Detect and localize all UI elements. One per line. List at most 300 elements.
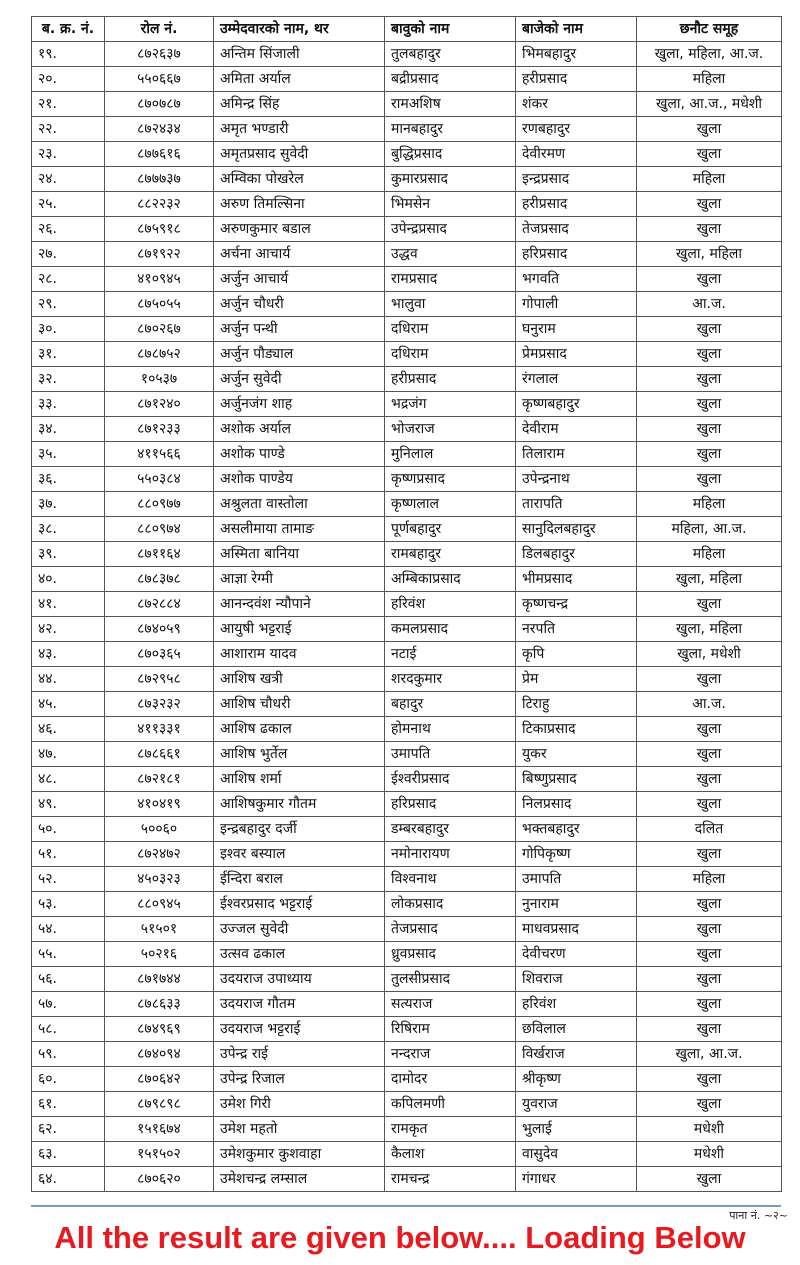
table-row [32,592,782,617]
cell-selection-group: खुला [637,942,782,967]
cell-roll: ८८०९४५ [105,892,214,917]
cell-serial: ४२. [32,617,105,642]
table-row [32,942,782,967]
cell-candidate-name: अर्जुन सुवेदी [214,367,385,392]
cell-roll: ८७४०९४ [105,1042,214,1067]
cell-roll: ८७२६३७ [105,42,214,67]
cell-roll: ८७८७५२ [105,342,214,367]
table-row [32,892,782,917]
cell-grandfather-name: रंगलाल [516,367,637,392]
table-row [32,242,782,267]
table-row [32,1142,782,1167]
cell-grandfather-name: कृष्णचन्द्र [516,592,637,617]
cell-father-name: लोकप्रसाद [385,892,516,917]
cell-roll: ८७०६४२ [105,1067,214,1092]
cell-grandfather-name: हरिवंश [516,992,637,1017]
cell-candidate-name: आशिष ढकाल [214,717,385,742]
cell-selection-group: आ.ज. [637,292,782,317]
table-row [32,167,782,192]
cell-grandfather-name: सानुदिलबहादुर [516,517,637,542]
cell-father-name: कैलाश [385,1142,516,1167]
cell-roll: ५०२१६ [105,942,214,967]
cell-candidate-name: अरुण तिमल्सिना [214,192,385,217]
cell-roll: ८८०९७७ [105,492,214,517]
table-row [32,417,782,442]
footer-divider [31,1205,781,1207]
cell-candidate-name: अर्जुन पौड्याल [214,342,385,367]
cell-serial: ६२. [32,1117,105,1142]
table-row [32,392,782,417]
cell-grandfather-name: घनुराम [516,317,637,342]
cell-selection-group: खुला [637,917,782,942]
cell-serial: ४९. [32,792,105,817]
cell-grandfather-name: इन्द्रप्रसाद [516,167,637,192]
cell-candidate-name: उपेन्द्र राई [214,1042,385,1067]
cell-candidate-name: आज्ञा रेग्मी [214,567,385,592]
cell-candidate-name: अश्रुलता वास्तोला [214,492,385,517]
cell-selection-group: खुला [637,117,782,142]
cell-grandfather-name: भुलाई [516,1117,637,1142]
cell-roll: ४११३३१ [105,717,214,742]
cell-selection-group: महिला [637,492,782,517]
cell-roll: ८७१९२२ [105,242,214,267]
cell-father-name: कपिलमणी [385,1092,516,1117]
cell-roll: ५००६० [105,817,214,842]
cell-father-name: भोजराज [385,417,516,442]
cell-grandfather-name: प्रेम [516,667,637,692]
cell-selection-group: खुला [637,1167,782,1192]
cell-father-name: हरिवंश [385,592,516,617]
cell-selection-group: खुला, महिला [637,567,782,592]
cell-serial: ३५. [32,442,105,467]
cell-selection-group: खुला [637,217,782,242]
cell-selection-group: खुला [637,717,782,742]
cell-grandfather-name: गंगाधर [516,1167,637,1192]
cell-candidate-name: आशिष चौधरी [214,692,385,717]
cell-serial: २७. [32,242,105,267]
cell-candidate-name: अर्जुन आचार्य [214,267,385,292]
cell-father-name: रिषिराम [385,1017,516,1042]
cell-grandfather-name: विर्खराज [516,1042,637,1067]
cell-serial: २३. [32,142,105,167]
cell-selection-group: महिला [637,167,782,192]
cell-grandfather-name: रणबहादुर [516,117,637,142]
cell-roll: ८८२२३२ [105,192,214,217]
cell-selection-group: खुला [637,992,782,1017]
cell-serial: ५३. [32,892,105,917]
cell-selection-group: खुला [637,367,782,392]
cell-father-name: बहादुर [385,692,516,717]
cell-roll: ५१५०१ [105,917,214,942]
table-row [32,292,782,317]
table-row [32,842,782,867]
table-row [32,692,782,717]
cell-roll: ८७१७४४ [105,967,214,992]
cell-father-name: रामप्रसाद [385,267,516,292]
cell-candidate-name: ईन्दिरा बराल [214,867,385,892]
cell-selection-group: खुला, आ.ज. [637,1042,782,1067]
cell-grandfather-name: गोपिकृष्ण [516,842,637,867]
cell-selection-group: खुला, महिला [637,617,782,642]
cell-candidate-name: इश्वर बस्याल [214,842,385,867]
cell-roll: ८७२१८१ [105,767,214,792]
header-roll: रोल नं. [105,17,214,42]
cell-grandfather-name: उमापति [516,867,637,892]
cell-candidate-name: आशिष शर्मा [214,767,385,792]
cell-candidate-name: उमेश महतो [214,1117,385,1142]
cell-selection-group: महिला [637,542,782,567]
cell-serial: ३८. [32,517,105,542]
cell-serial: ४१. [32,592,105,617]
header-father-name: बावुको नाम [385,17,516,42]
cell-grandfather-name: कृपि [516,642,637,667]
cell-grandfather-name: शंकर [516,92,637,117]
table-row [32,1017,782,1042]
cell-selection-group: आ.ज. [637,692,782,717]
cell-grandfather-name: निलप्रसाद [516,792,637,817]
cell-candidate-name: आशिष खत्री [214,667,385,692]
cell-grandfather-name: कृष्णबहादुर [516,392,637,417]
cell-roll: ५५०३८४ [105,467,214,492]
cell-father-name: तेजप्रसाद [385,917,516,942]
cell-roll: ५५०६६७ [105,67,214,92]
cell-father-name: कुमारप्रसाद [385,167,516,192]
cell-roll: ८७८३७८ [105,567,214,592]
cell-father-name: उद्धव [385,242,516,267]
table-row [32,217,782,242]
cell-candidate-name: अर्जुन पन्थी [214,317,385,342]
cell-serial: ३७. [32,492,105,517]
table-row [32,567,782,592]
cell-serial: ५४. [32,917,105,942]
cell-serial: ४४. [32,667,105,692]
cell-candidate-name: आयुषी भट्टराई [214,617,385,642]
cell-candidate-name: उमेशचन्द्र लम्साल [214,1167,385,1192]
cell-father-name: रामअशिष [385,92,516,117]
cell-serial: ३४. [32,417,105,442]
table-row [32,542,782,567]
table-row [32,817,782,842]
cell-father-name: बुद्धिप्रसाद [385,142,516,167]
cell-grandfather-name: नुनाराम [516,892,637,917]
cell-father-name: हरिप्रसाद [385,792,516,817]
cell-selection-group: खुला [637,842,782,867]
cell-grandfather-name: टिकाप्रसाद [516,717,637,742]
cell-roll: ८७९८९८ [105,1092,214,1117]
cell-father-name: तुलबहादुर [385,42,516,67]
cell-candidate-name: अन्तिम सिंजाली [214,42,385,67]
cell-serial: ३६. [32,467,105,492]
table-row [32,1042,782,1067]
cell-father-name: नमोनारायण [385,842,516,867]
cell-roll: ८७४०५९ [105,617,214,642]
cell-serial: ६१. [32,1092,105,1117]
cell-roll: ८७२४३४ [105,117,214,142]
cell-serial: ४५. [32,692,105,717]
cell-grandfather-name: तारापति [516,492,637,517]
cell-candidate-name: अशोक पाण्डे [214,442,385,467]
cell-grandfather-name: टिराहु [516,692,637,717]
cell-roll: ८८०९७४ [105,517,214,542]
cell-grandfather-name: उपेन्द्रनाथ [516,467,637,492]
cell-serial: ३१. [32,342,105,367]
cell-serial: ५२. [32,867,105,892]
cell-selection-group: खुला, आ.ज., मधेशी [637,92,782,117]
cell-candidate-name: आशिषकुमार गौतम [214,792,385,817]
cell-father-name: पूर्णबहादुर [385,517,516,542]
cell-selection-group: खुला, महिला [637,242,782,267]
cell-father-name: ईश्वरीप्रसाद [385,767,516,792]
cell-candidate-name: अमिता अर्याल [214,67,385,92]
cell-serial: ४८. [32,767,105,792]
cell-candidate-name: अर्चना आचार्य [214,242,385,267]
cell-father-name: दधिराम [385,342,516,367]
cell-candidate-name: उदयराज भट्टराई [214,1017,385,1042]
cell-selection-group: खुला, मधेशी [637,642,782,667]
cell-selection-group: खुला [637,267,782,292]
cell-father-name: नन्दराज [385,1042,516,1067]
cell-selection-group: खुला [637,317,782,342]
cell-roll: ८७७६१६ [105,142,214,167]
cell-candidate-name: इन्द्रबहादुर दर्जी [214,817,385,842]
cell-roll: ८७८६३३ [105,992,214,1017]
cell-candidate-name: उदयराज गौतम [214,992,385,1017]
cell-candidate-name: अमृतप्रसाद सुवेदी [214,142,385,167]
cell-roll: ८७१२३३ [105,417,214,442]
cell-grandfather-name: भीमप्रसाद [516,567,637,592]
cell-roll: ८७२९५८ [105,667,214,692]
cell-roll: ८७७७३७ [105,167,214,192]
cell-father-name: उमापति [385,742,516,767]
cell-serial: २६. [32,217,105,242]
cell-candidate-name: उमेश गिरी [214,1092,385,1117]
table-row [32,1067,782,1092]
cell-father-name: विश्वनाथ [385,867,516,892]
cell-candidate-name: आशाराम यादव [214,642,385,667]
cell-father-name: कृष्णलाल [385,492,516,517]
cell-roll: ८७२८८४ [105,592,214,617]
cell-father-name: सत्यराज [385,992,516,1017]
cell-father-name: तुलसीप्रसाद [385,967,516,992]
cell-roll: ८७१२४० [105,392,214,417]
cell-selection-group: मधेशी [637,1117,782,1142]
table-row [32,467,782,492]
cell-serial: २१. [32,92,105,117]
cell-roll: ८७०२६७ [105,317,214,342]
table-row [32,767,782,792]
cell-selection-group: खुला [637,142,782,167]
table-row [32,92,782,117]
table-row [32,317,782,342]
cell-serial: ५७. [32,992,105,1017]
cell-grandfather-name: छविलाल [516,1017,637,1042]
cell-grandfather-name: प्रेमप्रसाद [516,342,637,367]
table-row [32,192,782,217]
cell-father-name: कृष्णप्रसाद [385,467,516,492]
cell-serial: २४. [32,167,105,192]
cell-selection-group: खुला [637,592,782,617]
cell-serial: ३३. [32,392,105,417]
table-row [32,342,782,367]
cell-serial: ५६. [32,967,105,992]
cell-candidate-name: ईश्वरप्रसाद भट्टराई [214,892,385,917]
cell-grandfather-name: भगवति [516,267,637,292]
cell-candidate-name: अमृत भण्डारी [214,117,385,142]
cell-selection-group: खुला [637,467,782,492]
cell-grandfather-name: तेजप्रसाद [516,217,637,242]
cell-serial: ५५. [32,942,105,967]
table-row [32,967,782,992]
table-row [32,1167,782,1192]
table-row [32,42,782,67]
table-row [32,367,782,392]
cell-candidate-name: उपेन्द्र रिजाल [214,1067,385,1092]
cell-grandfather-name: तिलाराम [516,442,637,467]
cell-selection-group: महिला [637,867,782,892]
cell-candidate-name: उदयराज उपाध्याय [214,967,385,992]
cell-serial: २२. [32,117,105,142]
cell-father-name: होमनाथ [385,717,516,742]
table-row [32,642,782,667]
cell-selection-group: खुला [637,1067,782,1092]
cell-grandfather-name: देवीरमण [516,142,637,167]
cell-selection-group: दलित [637,817,782,842]
table-row [32,492,782,517]
cell-roll: ८७२४७२ [105,842,214,867]
cell-father-name: डम्बरबहादुर [385,817,516,842]
cell-father-name: रामकृत [385,1117,516,1142]
cell-serial: ५१. [32,842,105,867]
cell-father-name: शरदकुमार [385,667,516,692]
table-row [32,267,782,292]
cell-selection-group: खुला [637,392,782,417]
cell-selection-group: खुला [637,442,782,467]
cell-grandfather-name: देवीचरण [516,942,637,967]
cell-selection-group: महिला [637,67,782,92]
cell-serial: ६०. [32,1067,105,1092]
cell-grandfather-name: हरीप्रसाद [516,192,637,217]
cell-candidate-name: असलीमाया तामाङ [214,517,385,542]
table-row [32,142,782,167]
cell-roll: ८७०६२० [105,1167,214,1192]
cell-serial: ५९. [32,1042,105,1067]
cell-serial: ५०. [32,817,105,842]
cell-father-name: अम्बिकाप्रसाद [385,567,516,592]
cell-candidate-name: उमेशकुमार कुशवाहा [214,1142,385,1167]
cell-grandfather-name: देवीराम [516,417,637,442]
cell-father-name: दधिराम [385,317,516,342]
cell-roll: ८७५०५५ [105,292,214,317]
cell-candidate-name: अर्जुनजंग शाह [214,392,385,417]
cell-grandfather-name: माधवप्रसाद [516,917,637,942]
cell-selection-group: खुला [637,192,782,217]
cell-candidate-name: अशोक पाण्डेय [214,467,385,492]
cell-father-name: उपेन्द्रप्रसाद [385,217,516,242]
cell-grandfather-name: हरिप्रसाद [516,242,637,267]
cell-grandfather-name: गोपाली [516,292,637,317]
cell-grandfather-name: युकर [516,742,637,767]
cell-roll: ८७५९१८ [105,217,214,242]
table-row [32,617,782,642]
cell-roll: १५१६७४ [105,1117,214,1142]
cell-grandfather-name: बिष्णुप्रसाद [516,767,637,792]
cell-roll: १५१५०२ [105,1142,214,1167]
cell-father-name: मुनिलाल [385,442,516,467]
table-row [32,717,782,742]
cell-serial: ४३. [32,642,105,667]
cell-roll: ८७४९६९ [105,1017,214,1042]
cell-serial: १९. [32,42,105,67]
table-row [32,992,782,1017]
cell-roll: ४११५६६ [105,442,214,467]
cell-candidate-name: अस्मिता बानिया [214,542,385,567]
cell-candidate-name: उत्सव ढकाल [214,942,385,967]
cell-candidate-name: अम्विका पोखरेल [214,167,385,192]
cell-father-name: भद्रजंग [385,392,516,417]
cell-grandfather-name: वासुदेव [516,1142,637,1167]
cell-selection-group: खुला [637,792,782,817]
cell-serial: २८. [32,267,105,292]
cell-grandfather-name: युवराज [516,1092,637,1117]
cell-serial: ४६. [32,717,105,742]
cell-selection-group: महिला, आ.ज. [637,517,782,542]
cell-selection-group: खुला [637,417,782,442]
cell-roll: ८७११६४ [105,542,214,567]
table-row [32,667,782,692]
loading-banner: All the result are given below.... Loading Below [54,1220,746,1255]
cell-serial: ३०. [32,317,105,342]
header-grandfather-name: बाजेको नाम [516,17,637,42]
cell-grandfather-name: भिमबहादुर [516,42,637,67]
cell-serial: ६४. [32,1167,105,1192]
header-candidate-name: उम्मेदवारको नाम, थर [214,17,385,42]
cell-selection-group: खुला [637,967,782,992]
cell-selection-group: खुला, महिला, आ.ज. [637,42,782,67]
cell-father-name: भालुवा [385,292,516,317]
cell-father-name: मानबहादुर [385,117,516,142]
cell-roll: ४१०९४५ [105,267,214,292]
cell-serial: ५८. [32,1017,105,1042]
table-row [32,742,782,767]
cell-serial: ३९. [32,542,105,567]
cell-roll: ८७०७८७ [105,92,214,117]
table-row [32,917,782,942]
cell-selection-group: मधेशी [637,1142,782,1167]
table-row [32,442,782,467]
cell-serial: ४७. [32,742,105,767]
cell-serial: २०. [32,67,105,92]
cell-father-name: भिमसेन [385,192,516,217]
table-row [32,1092,782,1117]
cell-selection-group: खुला [637,342,782,367]
cell-candidate-name: अर्जुन चौधरी [214,292,385,317]
cell-father-name: कमलप्रसाद [385,617,516,642]
table-row [32,792,782,817]
cell-roll: ४१०४१९ [105,792,214,817]
table-row [32,117,782,142]
cell-serial: ६३. [32,1142,105,1167]
table-row [32,67,782,92]
cell-grandfather-name: डिलबहादुर [516,542,637,567]
table-row [32,867,782,892]
cell-candidate-name: अरुणकुमार बडाल [214,217,385,242]
cell-father-name: दामोदर [385,1067,516,1092]
header-selection-group: छनौट समूह [637,17,782,42]
cell-selection-group: खुला [637,1092,782,1117]
cell-grandfather-name: श्रीकृष्ण [516,1067,637,1092]
cell-candidate-name: अशोक अर्याल [214,417,385,442]
cell-selection-group: खुला [637,667,782,692]
